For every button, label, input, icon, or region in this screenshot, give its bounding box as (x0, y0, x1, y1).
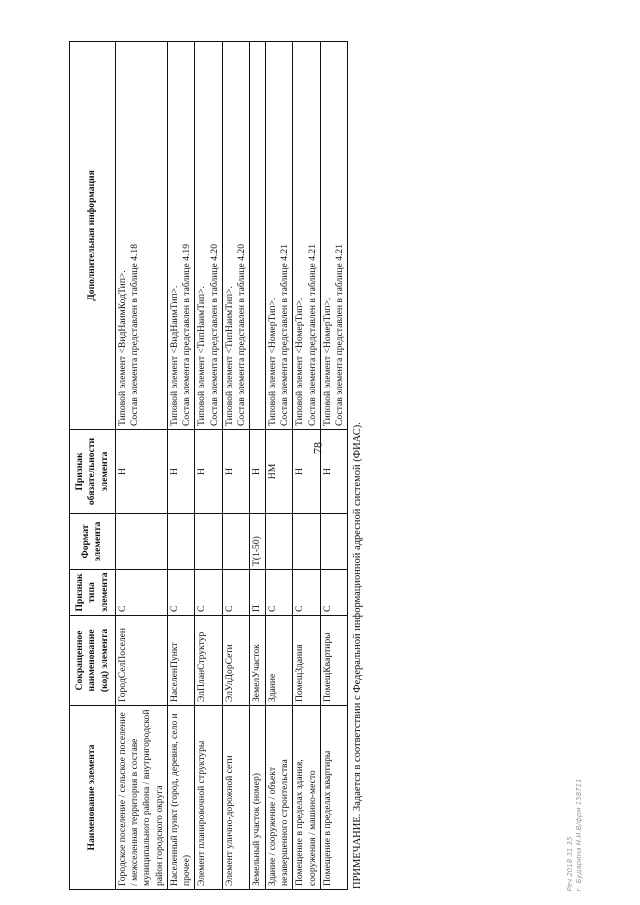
table-header-row (70, 42, 116, 890)
stamp-line: г. Бударина Н.И.В/фрм 158711 (575, 778, 583, 892)
cell-element-format (222, 514, 250, 570)
cell-element-code: ЭлПланСтруктур (195, 616, 223, 706)
cell-element-format (167, 514, 195, 570)
cell-element-required: Н (115, 430, 167, 514)
cell-additional-info (293, 42, 321, 430)
table-row (250, 42, 265, 890)
cell-element-format (265, 514, 293, 570)
header-element-format: Формат элемента (70, 514, 116, 570)
info-line: Состав элемента представлен в таблице 4.21 (306, 243, 318, 426)
cell-element-code: НаселенПункт (167, 616, 195, 706)
elements-table (69, 41, 348, 890)
cell-additional-info (250, 42, 265, 430)
cell-element-type: С (320, 570, 348, 616)
info-line: Состав элемента представлен в таблице 4.19 (181, 243, 193, 426)
header-element-required: Признак обязательности элемента (70, 430, 116, 514)
cell-additional-info (222, 42, 250, 430)
header-element-type: Признак типа элемента (70, 570, 116, 616)
cell-element-name: Элемент планировочной структуры (195, 706, 223, 890)
table-row (222, 42, 250, 890)
cell-element-required: Н (293, 430, 321, 514)
cell-additional-info (115, 42, 167, 430)
stamp-line: Реч 2018 31 35 (565, 836, 574, 892)
rotated-content (69, 40, 363, 890)
info-line: Состав элемента представлен в таблице 4.21 (334, 243, 346, 426)
cell-element-name: Элемент улично-дорожной сети (222, 706, 250, 890)
cell-element-format (115, 514, 167, 570)
cell-element-format (195, 514, 223, 570)
info-line: Состав элемента представлен в таблице 4.20 (208, 243, 220, 426)
cell-element-code: ПомещКвартиры (320, 616, 348, 706)
document-stamp (566, 778, 584, 891)
info-line: Типовой элемент <НомерТип>. (294, 297, 306, 426)
info-line: Состав элемента представлен в таблице 4.18 (129, 243, 141, 426)
cell-element-type: С (167, 570, 195, 616)
header-element-name: Наименование элемента (70, 706, 116, 890)
cell-element-required: Н (195, 430, 223, 514)
cell-element-name: Помещение в пределах здания, сооружения / машино-место (293, 706, 321, 890)
header-element-code: Сокращенное наименование (код) элемента (70, 616, 116, 706)
cell-element-type: С (195, 570, 223, 616)
table-row (167, 42, 195, 890)
table-row (320, 42, 348, 890)
info-line: Типовой элемент <НомерТип>. (321, 297, 333, 426)
info-line: Состав элемента представлен в таблице 4.20 (236, 243, 248, 426)
info-line: Типовой элемент <ВидНаимТип>. (168, 285, 180, 426)
table-row (265, 42, 293, 890)
cell-element-type: С (115, 570, 167, 616)
table-note: ПРИМЕЧАНИЕ. Задается в соответствии с Федеральной информационной адресной системой (ФИАС). (352, 422, 364, 889)
cell-element-type: П (250, 570, 265, 616)
cell-element-type: С (222, 570, 250, 616)
info-line: Типовой элемент <ТипНаимТип>. (196, 286, 208, 426)
info-line: Типовой элемент <НомерТип>. (266, 297, 278, 426)
cell-element-name: Городское поселение / сельское поселение / межселенная территория в составе муниципального района / внутригородской район городского округа (115, 706, 167, 890)
cell-element-name: Населенный пункт (город, деревня, село и прочее) (167, 706, 195, 890)
cell-element-required: Н (167, 430, 195, 514)
cell-element-code: ЭлУлДорСети (222, 616, 250, 706)
info-line: Типовой элемент <ВидНаимКодТип>. (116, 270, 128, 426)
cell-element-required: Н (320, 430, 348, 514)
cell-additional-info (167, 42, 195, 430)
cell-element-format (320, 514, 348, 570)
cell-element-name: Здание / сооружение / объект незавершенного строительства (265, 706, 293, 890)
cell-element-format: T(1-50) (250, 514, 265, 570)
cell-element-type: С (265, 570, 293, 616)
cell-element-required: НМ (265, 430, 293, 514)
cell-additional-info (320, 42, 348, 430)
cell-element-code: ПомещЗдания (293, 616, 321, 706)
header-additional-info: Дополнительная информация (70, 42, 116, 430)
cell-element-type: С (293, 570, 321, 616)
cell-element-format (293, 514, 321, 570)
table-row (195, 42, 223, 890)
page-number: 78 (310, 442, 325, 454)
info-line: Типовой элемент <ТипНаимТип>. (223, 286, 235, 426)
cell-element-required: Н (250, 430, 265, 514)
table-row (293, 42, 321, 890)
cell-element-code: ГородСелПоселен (115, 616, 167, 706)
cell-additional-info (265, 42, 293, 430)
info-line: Состав элемента представлен в таблице 4.21 (278, 243, 290, 426)
cell-additional-info (195, 42, 223, 430)
cell-element-code: ЗемелУчасток (250, 616, 265, 706)
cell-element-name: Помещение в пределах квартиры (320, 706, 348, 890)
cell-element-name: Земельный участок (номер) (250, 706, 265, 890)
table-body (115, 42, 348, 890)
table-row (115, 42, 167, 890)
cell-element-code: Здание (265, 616, 293, 706)
cell-element-required: Н (222, 430, 250, 514)
